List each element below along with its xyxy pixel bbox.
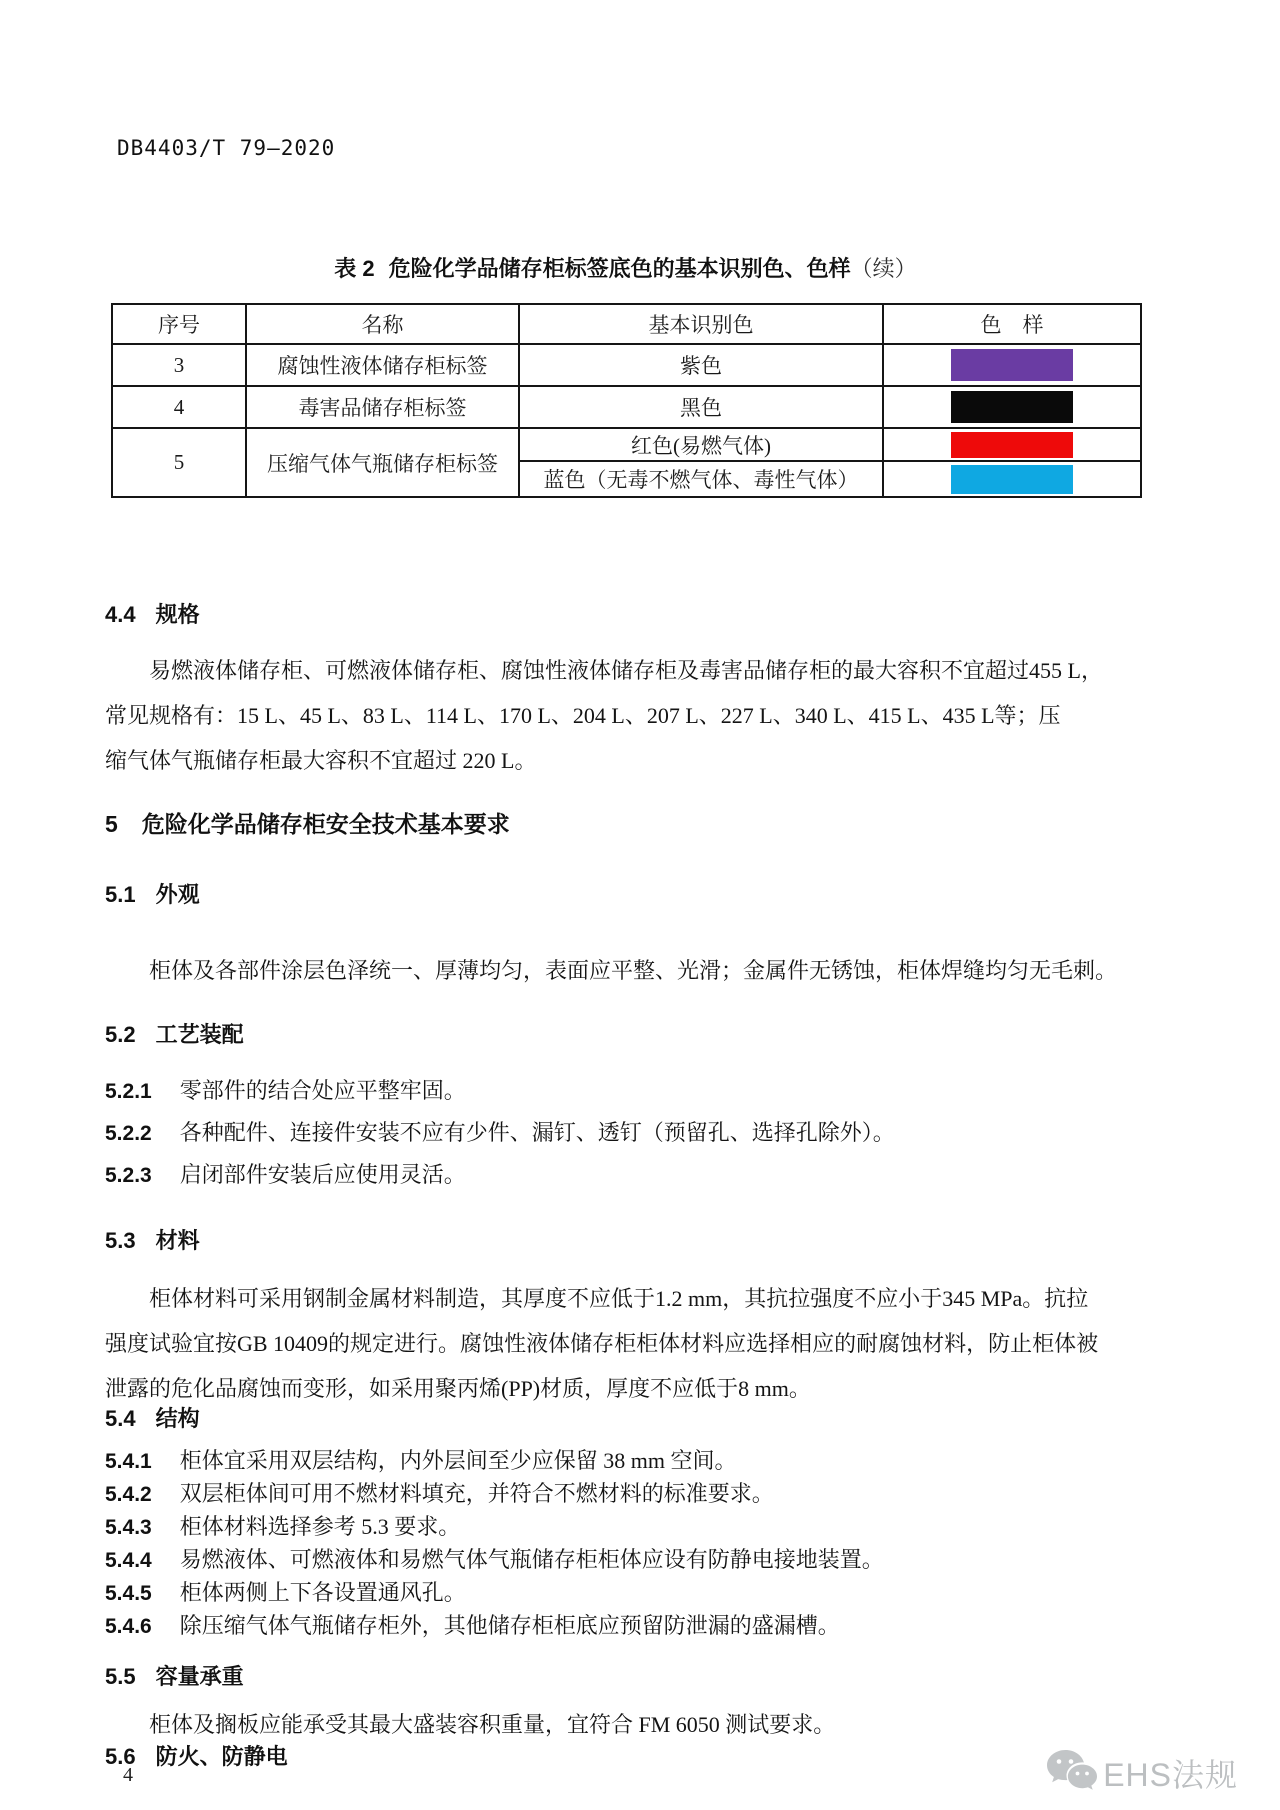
clause-text: 柜体宜采用双层结构，内外层间至少应保留 38 mm 空间。 bbox=[179, 1448, 737, 1473]
clause-number: 5.4.2 bbox=[105, 1483, 152, 1506]
section-title: 外观 bbox=[155, 882, 200, 907]
clause-5-4-2 bbox=[105, 1477, 1183, 1508]
cell-name: 毒害品储存柜标签 bbox=[246, 386, 519, 428]
clause-5-2-1 bbox=[105, 1074, 1183, 1105]
clause-5-4-1 bbox=[105, 1444, 1183, 1475]
clause-text: 柜体材料选择参考 5.3 要求。 bbox=[179, 1514, 461, 1539]
table2-color-table bbox=[111, 303, 1142, 498]
cell-name: 压缩气体气瓶储存柜标签 bbox=[246, 428, 519, 497]
section-title: 工艺装配 bbox=[155, 1022, 244, 1047]
clause-number: 5.4.5 bbox=[105, 1582, 152, 1605]
section-number: 4.4 bbox=[105, 602, 136, 627]
clause-text: 柜体两侧上下各设置通风孔。 bbox=[179, 1580, 466, 1605]
table-row bbox=[112, 386, 1141, 428]
red-color-swatch bbox=[951, 432, 1073, 458]
blue-color-swatch bbox=[951, 465, 1073, 494]
section-5-1-paragraph bbox=[105, 948, 1183, 993]
section-title: 结构 bbox=[155, 1406, 200, 1431]
table2-title-number: 表 2 bbox=[334, 256, 375, 281]
watermark-text: EHS法规 bbox=[1103, 1756, 1238, 1793]
black-color-swatch bbox=[951, 391, 1073, 423]
section-5-1-heading bbox=[105, 878, 200, 909]
paragraph-line: 常见规格有：15 L、45 L、83 L、114 L、170 L、204 L、207 L、227 L、340 L、415 L、435 L等；压 bbox=[105, 703, 1061, 728]
clause-5-2-3 bbox=[105, 1158, 1183, 1189]
section-number: 5.6 bbox=[105, 1744, 136, 1769]
doc-code: DB4403/T 79—2020 bbox=[117, 136, 336, 160]
watermark bbox=[1045, 1746, 1238, 1799]
cell-color-name: 红色(易燃气体) bbox=[519, 428, 883, 461]
clause-number: 5.4.3 bbox=[105, 1516, 152, 1539]
table2-title bbox=[111, 252, 1140, 283]
col-header-name: 名称 bbox=[246, 304, 519, 344]
clause-text: 启闭部件安装后应使用灵活。 bbox=[179, 1162, 466, 1187]
section-number: 5.2 bbox=[105, 1022, 136, 1047]
section-5-5-heading bbox=[105, 1660, 244, 1691]
clause-5-4-5 bbox=[105, 1576, 1183, 1607]
table-row bbox=[112, 344, 1141, 386]
section-5-3-paragraph bbox=[105, 1276, 1183, 1411]
section-title: 危险化学品储存柜安全技术基本要求 bbox=[141, 811, 510, 837]
cell-sample bbox=[883, 344, 1141, 386]
section-5-4-heading bbox=[105, 1402, 200, 1433]
section-number: 5.1 bbox=[105, 882, 136, 907]
section-5-3-heading bbox=[105, 1224, 200, 1255]
section-number: 5.4 bbox=[105, 1406, 136, 1431]
clause-5-4-3 bbox=[105, 1510, 1183, 1541]
section-number: 5.3 bbox=[105, 1228, 136, 1253]
clause-number: 5.4.6 bbox=[105, 1615, 152, 1638]
section-title: 规格 bbox=[155, 602, 200, 627]
paragraph-line: 柜体材料可采用钢制金属材料制造，其厚度不应低于1.2 mm，其抗拉强度不应小于345 MPa。抗拉 bbox=[149, 1286, 1089, 1311]
paragraph-line: 泄露的危化品腐蚀而变形，如采用聚丙烯(PP)材质，厚度不应低于8 mm。 bbox=[105, 1376, 811, 1401]
section-5-heading bbox=[105, 806, 510, 839]
paragraph-line: 易燃液体储存柜、可燃液体储存柜、腐蚀性液体储存柜及毒害品储存柜的最大容积不宜超过455 L， bbox=[149, 658, 1103, 683]
clause-number: 5.4.4 bbox=[105, 1549, 152, 1572]
section-number: 5.5 bbox=[105, 1664, 136, 1689]
section-title: 容量承重 bbox=[155, 1664, 244, 1689]
col-header-sample: 色 样 bbox=[883, 304, 1141, 344]
clause-number: 5.2.1 bbox=[105, 1080, 152, 1103]
purple-color-swatch bbox=[951, 349, 1073, 381]
table-header-row bbox=[112, 304, 1141, 344]
cell-name: 腐蚀性液体储存柜标签 bbox=[246, 344, 519, 386]
cell-sample bbox=[883, 461, 1141, 497]
paragraph-line: 柜体及搁板应能承受其最大盛装容积重量，宜符合 FM 6050 测试要求。 bbox=[149, 1712, 836, 1737]
clause-text: 易燃液体、可燃液体和易燃气体气瓶储存柜柜体应设有防静电接地装置。 bbox=[179, 1547, 884, 1572]
cell-color-name: 蓝色（无毒不燃气体、毒性气体） bbox=[519, 461, 883, 497]
clause-number: 5.2.2 bbox=[105, 1122, 152, 1145]
cell-no: 3 bbox=[112, 344, 246, 386]
table2-title-continued: （续） bbox=[850, 256, 917, 281]
clause-text: 双层柜体间可用不燃材料填充，并符合不燃材料的标准要求。 bbox=[179, 1481, 774, 1506]
cell-color-name: 黑色 bbox=[519, 386, 883, 428]
clause-5-4-6 bbox=[105, 1609, 1183, 1640]
table-row bbox=[112, 428, 1141, 461]
paragraph-line: 强度试验宜按GB 10409的规定进行。腐蚀性液体储存柜柜体材料应选择相应的耐腐蚀材料，防止柜体被 bbox=[105, 1331, 1099, 1356]
section-title: 防火、防静电 bbox=[155, 1744, 288, 1769]
table2-title-text: 危险化学品储存柜标签底色的基本识别色、色样 bbox=[388, 256, 851, 281]
clause-text: 零部件的结合处应平整牢固。 bbox=[179, 1078, 466, 1103]
clause-text: 除压缩气体气瓶储存柜外，其他储存柜柜底应预留防泄漏的盛漏槽。 bbox=[179, 1613, 840, 1638]
clause-number: 5.4.1 bbox=[105, 1450, 152, 1473]
cell-sample bbox=[883, 386, 1141, 428]
col-header-no: 序号 bbox=[112, 304, 246, 344]
clause-5-4-4 bbox=[105, 1543, 1183, 1574]
clause-number: 5.2.3 bbox=[105, 1164, 152, 1187]
cell-no: 4 bbox=[112, 386, 246, 428]
clause-5-2-2 bbox=[105, 1116, 1183, 1147]
section-4-4-heading bbox=[105, 598, 200, 629]
wechat-icon bbox=[1045, 1746, 1097, 1799]
section-5-2-heading bbox=[105, 1018, 244, 1049]
page-number: 4 bbox=[123, 1764, 133, 1786]
paragraph-line: 缩气体气瓶储存柜最大容积不宜超过 220 L。 bbox=[105, 748, 537, 773]
col-header-color: 基本识别色 bbox=[519, 304, 883, 344]
section-number: 5 bbox=[105, 811, 118, 837]
paragraph-line: 柜体及各部件涂层色泽统一、厚薄均匀，表面应平整、光滑；金属件无锈蚀，柜体焊缝均匀无毛刺。 bbox=[149, 958, 1118, 983]
cell-sample bbox=[883, 428, 1141, 461]
section-title: 材料 bbox=[155, 1228, 200, 1253]
cell-no: 5 bbox=[112, 428, 246, 497]
cell-color-name: 紫色 bbox=[519, 344, 883, 386]
section-4-4-paragraph bbox=[105, 648, 1183, 783]
clause-text: 各种配件、连接件安装不应有少件、漏钉、透钉（预留孔、选择孔除外）。 bbox=[179, 1120, 895, 1145]
